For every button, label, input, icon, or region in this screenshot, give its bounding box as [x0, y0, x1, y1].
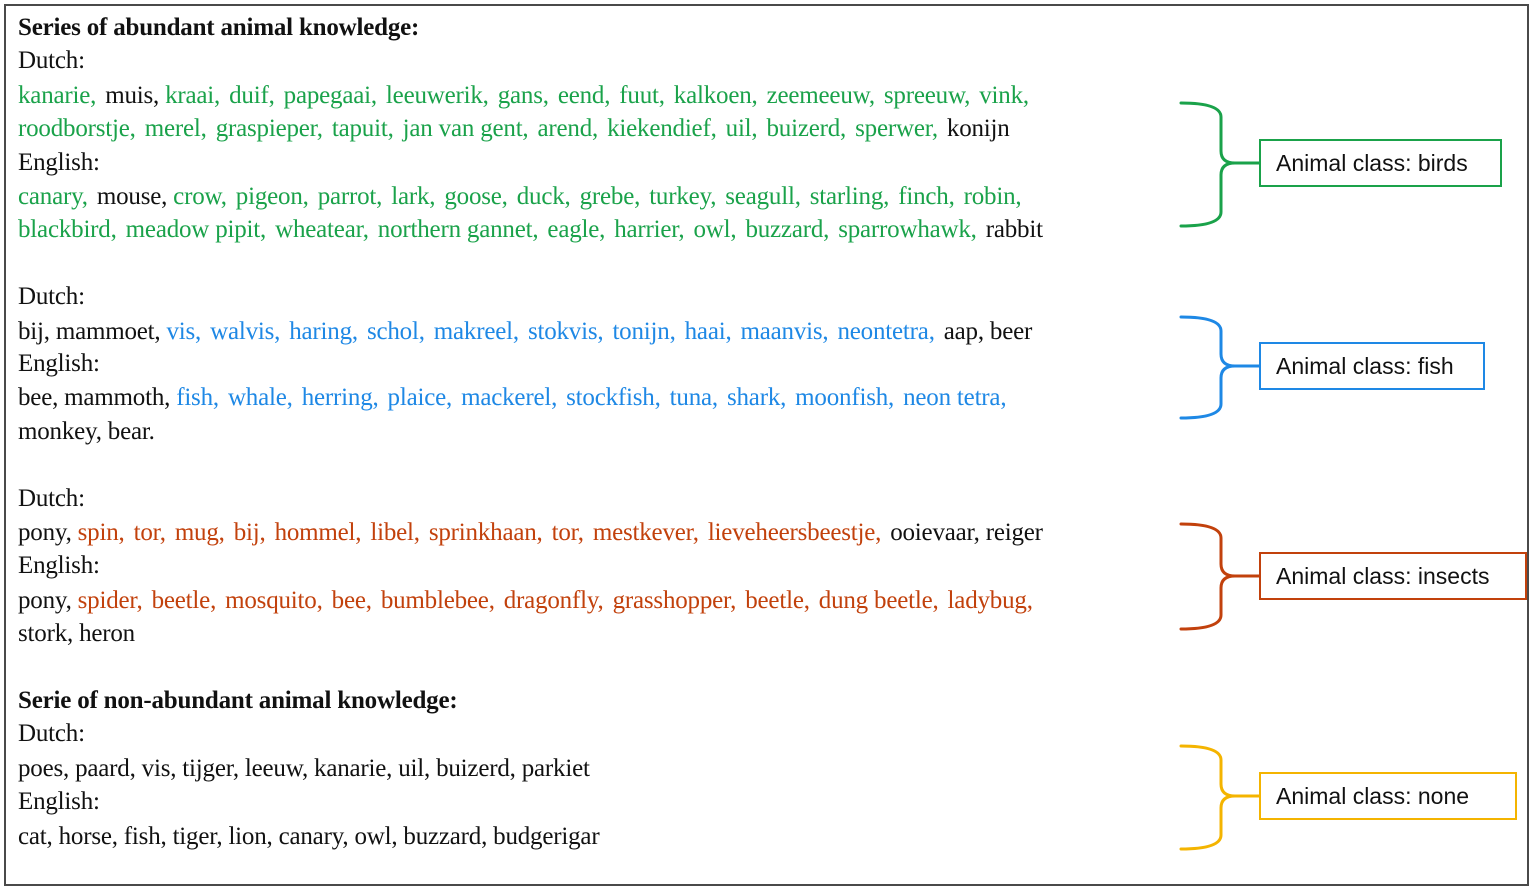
- animal-word: parkiet: [521, 755, 590, 782]
- animal-word: dung beetle,: [818, 587, 939, 614]
- animal-word: moonfish,: [795, 384, 895, 411]
- animal-word: haai,: [684, 318, 732, 345]
- animal-word: seagull,: [725, 183, 801, 210]
- language-label: English:: [18, 149, 100, 176]
- animal-word: spider,: [77, 587, 143, 614]
- animal-word: robin,: [963, 183, 1022, 210]
- animal-word: kanarie,: [18, 82, 97, 109]
- animal-word: reiger: [985, 519, 1043, 546]
- animal-word: bee,: [331, 587, 372, 614]
- animal-word: leeuw,: [244, 755, 309, 782]
- animal-word: stork,: [18, 620, 74, 647]
- animal-word: muis,: [105, 82, 160, 109]
- animal-word: budgerigar: [493, 823, 600, 850]
- class-label-birds: Animal class: birds: [1259, 139, 1502, 187]
- animal-word: bear.: [107, 418, 155, 445]
- animal-word: wheatear,: [275, 216, 369, 243]
- animal-word: bij,: [233, 519, 266, 546]
- animal-word: duif,: [229, 82, 275, 109]
- animal-word: starling,: [809, 183, 890, 210]
- animal-word: pigeon,: [235, 183, 309, 210]
- animal-word: shark,: [726, 384, 787, 411]
- animal-word: sprinkhaan,: [428, 519, 543, 546]
- animal-word: fish,: [176, 384, 219, 411]
- animal-word: haring,: [289, 318, 358, 345]
- animal-word: fuut,: [619, 82, 665, 109]
- animal-word: mammoth,: [64, 384, 171, 411]
- animal-word: mestkever,: [592, 519, 699, 546]
- animal-word: gans,: [497, 82, 549, 109]
- animal-word: graspieper,: [215, 115, 323, 142]
- animal-word: neontetra,: [837, 318, 935, 345]
- animal-word: neon tetra,: [903, 384, 1007, 411]
- bracket-none: [1181, 746, 1235, 849]
- animal-word: tor,: [551, 519, 584, 546]
- animal-word: fish,: [123, 823, 167, 850]
- animal-word: uil,: [398, 755, 431, 782]
- animal-word: tonijn,: [612, 318, 676, 345]
- animal-word: papegaai,: [283, 82, 377, 109]
- animal-word: sperwer,: [855, 115, 938, 142]
- animal-word: buzzard,: [403, 823, 488, 850]
- animal-word: mosquito,: [225, 587, 323, 614]
- animal-word: vis,: [166, 318, 202, 345]
- bracket-birds: [1181, 103, 1235, 226]
- animal-word: stokvis,: [527, 318, 604, 345]
- language-label: Dutch:: [18, 283, 85, 310]
- animal-word: northern gannet,: [377, 216, 539, 243]
- animal-word: tuna,: [669, 384, 718, 411]
- animal-word: kiekendief,: [607, 115, 717, 142]
- animal-word: goose,: [444, 183, 508, 210]
- animal-word: blackbird,: [18, 216, 117, 243]
- animal-word: libel,: [370, 519, 420, 546]
- class-label-fish: Animal class: fish: [1259, 342, 1485, 390]
- animal-word: vink,: [979, 82, 1029, 109]
- animal-word: mouse,: [96, 183, 168, 210]
- animal-word: herring,: [301, 384, 379, 411]
- animal-word: jan van gent,: [402, 115, 529, 142]
- animal-word: cat,: [18, 823, 53, 850]
- animal-word: walvis,: [210, 318, 281, 345]
- animal-word: buzzard,: [745, 216, 830, 243]
- animal-word: grasshopper,: [612, 587, 737, 614]
- animal-word: lion,: [228, 823, 273, 850]
- animal-word: harrier,: [614, 216, 685, 243]
- animal-word: buizerd,: [436, 755, 516, 782]
- animal-word: tor,: [133, 519, 166, 546]
- animal-word: stockfish,: [566, 384, 661, 411]
- animal-word: kalkoen,: [673, 82, 758, 109]
- animal-word: canary,: [18, 183, 88, 210]
- animal-word: uil,: [725, 115, 758, 142]
- language-label: Dutch:: [18, 720, 85, 747]
- animal-word: pony,: [18, 587, 72, 614]
- animal-word: plaice,: [387, 384, 453, 411]
- animal-word: canary,: [278, 823, 349, 850]
- animal-word: kanarie,: [314, 755, 393, 782]
- animal-word: schol,: [366, 318, 425, 345]
- animal-word: horse,: [58, 823, 118, 850]
- animal-word: monkey,: [18, 418, 102, 445]
- language-label: English:: [18, 350, 100, 377]
- animal-word: vis,: [141, 755, 177, 782]
- animal-word: kraai,: [165, 82, 221, 109]
- animal-word: arend,: [537, 115, 599, 142]
- animal-word: turkey,: [649, 183, 717, 210]
- animal-word: parrot,: [317, 183, 383, 210]
- animal-word: ladybug,: [947, 587, 1033, 614]
- bracket-fish: [1181, 317, 1235, 418]
- animal-word: poes,: [18, 755, 70, 782]
- animal-word: leeuwerik,: [385, 82, 489, 109]
- animal-word: konijn: [946, 115, 1010, 142]
- animal-word: makreel,: [433, 318, 519, 345]
- animal-word: meadow pipit,: [125, 216, 267, 243]
- class-label-insects: Animal class: insects: [1259, 552, 1527, 600]
- animal-word: tapuit,: [331, 115, 394, 142]
- animal-word: whale,: [227, 384, 293, 411]
- animal-word: eagle,: [547, 216, 606, 243]
- animal-word: ooievaar,: [890, 519, 980, 546]
- animal-word: lark,: [391, 183, 436, 210]
- animal-word: owl,: [354, 823, 398, 850]
- animal-word: tijger,: [182, 755, 239, 782]
- animal-word: finch,: [898, 183, 955, 210]
- animal-word: zeemeeuw,: [766, 82, 875, 109]
- animal-word: hommel,: [274, 519, 362, 546]
- animal-word: mammoet,: [55, 318, 161, 345]
- heading-non-abundant: Serie of non-abundant animal knowledge:: [18, 687, 458, 714]
- animal-word: duck,: [516, 183, 571, 210]
- animal-word: sparrowhawk,: [838, 216, 977, 243]
- animal-word: owl,: [693, 216, 737, 243]
- animal-word: roodborstje,: [18, 115, 136, 142]
- animal-word: dragonfly,: [503, 587, 604, 614]
- animal-word: spreeuw,: [883, 82, 971, 109]
- animal-word: beetle,: [151, 587, 217, 614]
- heading-abundant: Series of abundant animal knowledge:: [18, 14, 420, 41]
- animal-word: beer: [989, 318, 1033, 345]
- animal-word: spin,: [77, 519, 125, 546]
- language-label: Dutch:: [18, 485, 85, 512]
- animal-word: mug,: [174, 519, 225, 546]
- animal-word: mackerel,: [461, 384, 558, 411]
- animal-word: eend,: [557, 82, 611, 109]
- animal-word: pony,: [18, 519, 72, 546]
- bracket-insects: [1181, 524, 1235, 629]
- animal-word: maanvis,: [740, 318, 829, 345]
- animal-word: aap,: [943, 318, 984, 345]
- language-label: English:: [18, 788, 100, 815]
- animal-word: crow,: [173, 183, 227, 210]
- animal-word: tiger,: [172, 823, 223, 850]
- animal-word: heron: [79, 620, 135, 647]
- animal-word: merel,: [144, 115, 207, 142]
- class-label-none: Animal class: none: [1259, 772, 1517, 820]
- language-label: English:: [18, 552, 100, 579]
- animal-word: paard,: [75, 755, 136, 782]
- animal-word: bij,: [18, 318, 50, 345]
- animal-word: beetle,: [745, 587, 810, 614]
- animal-word: bumblebee,: [380, 587, 495, 614]
- animal-word: bee,: [18, 384, 59, 411]
- language-label: Dutch:: [18, 47, 85, 74]
- animal-word: grebe,: [579, 183, 641, 210]
- animal-word: buizerd,: [766, 115, 847, 142]
- animal-word: rabbit: [985, 216, 1043, 243]
- animal-word: lieveheersbeestje,: [707, 519, 882, 546]
